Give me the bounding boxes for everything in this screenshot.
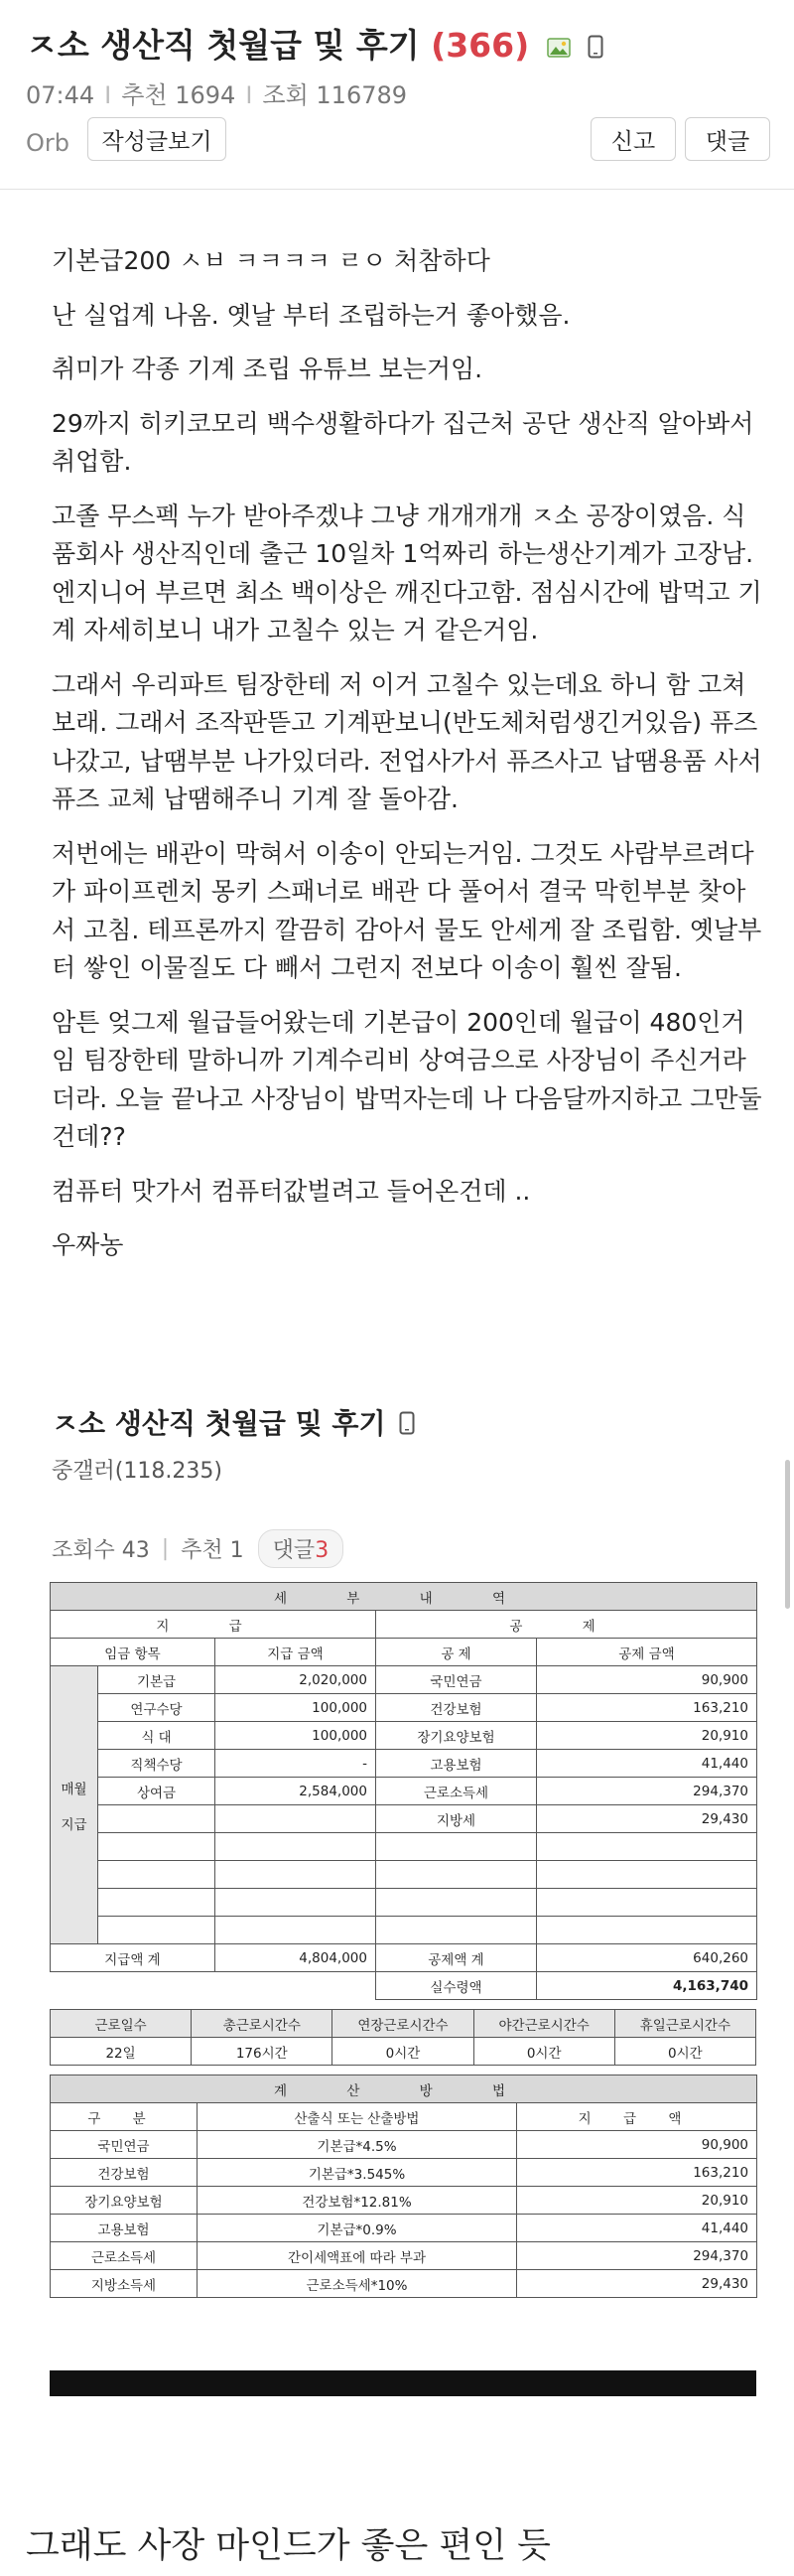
- deduct-item: 국민연금: [376, 1666, 537, 1694]
- pay-amount: 2,584,000: [215, 1778, 376, 1805]
- calc-amount: 163,210: [517, 2159, 757, 2187]
- body-paragraph: 난 실업계 나옴. 옛날 부터 조립하는거 좋아했음.: [52, 300, 571, 330]
- embedded-post-author: 중갤러(118.235): [52, 1459, 222, 1484]
- post-header: [0, 0, 794, 190]
- pay-amount: 100,000: [215, 1722, 376, 1750]
- deduct-amount: 294,370: [537, 1778, 757, 1805]
- pay-item: 식 대: [98, 1722, 215, 1750]
- calc-amount: 29,430: [517, 2270, 757, 2298]
- comment-count-number: 3: [315, 1538, 330, 1563]
- empty-cell: [537, 1861, 757, 1889]
- pay-item: [98, 1805, 215, 1833]
- pay-header: 지 급: [51, 1611, 376, 1639]
- group-label: [51, 1666, 98, 1944]
- image-icon: [547, 28, 571, 67]
- empty-cell: [98, 1833, 215, 1861]
- payslip-detail-table: [50, 1582, 757, 2000]
- body-paragraph: 컴퓨터 맛가서 컴퓨터값벌려고 들어온건데 ..: [52, 1176, 531, 1206]
- comment-button[interactable]: 댓글: [685, 117, 770, 161]
- work-header: 근로일수: [51, 2010, 192, 2038]
- calc-amount: 90,900: [517, 2131, 757, 2159]
- embedded-post-title-text: ㅈ소 생산직 첫월급 및 후기: [52, 1407, 386, 1440]
- pay-amount: [215, 1805, 376, 1833]
- work-hours-table: [50, 2009, 756, 2066]
- empty-cell: [98, 1861, 215, 1889]
- empty-cell: [98, 1917, 215, 1944]
- body-paragraph: 기본급200 ㅅㅂ ㅋㅋㅋㅋ ㄹㅇ 처참하다: [52, 246, 490, 275]
- embedded-post-stats: 조회수 43 | 추천 1 댓글3: [52, 1529, 343, 1568]
- embedded-post-title: [52, 1402, 415, 1442]
- post-title: [26, 20, 603, 67]
- embedded-comment-badge[interactable]: [258, 1529, 344, 1568]
- body-paragraph: 저번에는 배관이 막혀서 이송이 안되는거임. 그것도 사람부르려다가 파이프렌치 몽키 스패너로 배관 다 풀어서 결국 막힌부분 찾아서 고침. 테프론까지 깔끔히 감아서 물도 안세게 잘 조립함. 옛날부터 쌓인 이물질도 다 빼서 그런지 전보다 이송이 훨씬 잘됨.: [52, 838, 762, 982]
- pay-item: 기본급: [98, 1666, 215, 1694]
- footer-comment: 그래도 사장 마인드가 좋은 편인 듯: [26, 2526, 551, 2566]
- calculation-table: [50, 2075, 757, 2298]
- body-paragraph: 암튼 엊그제 월급들어왔는데 기본급이 200인데 월급이 480인거임 팀장한테 말하니까 기계수리비 상여금으로 사장님이 주신거라더라. 오늘 끝나고 사장님이 밥먹자는데 나 다음달까지하고 그만둘건데??: [52, 1007, 762, 1151]
- pay-item: 연구수당: [98, 1694, 215, 1722]
- empty-cell: [215, 1833, 376, 1861]
- calc-amount: 294,370: [517, 2242, 757, 2270]
- calc-amount: 41,440: [517, 2215, 757, 2242]
- work-value: 176시간: [192, 2038, 332, 2066]
- calc-header: 지 급 액: [517, 2103, 757, 2131]
- calc-formula: 기본급*3.545%: [198, 2159, 517, 2187]
- calc-formula: 건강보험*12.81%: [198, 2187, 517, 2215]
- calc-formula: 기본급*0.9%: [198, 2215, 517, 2242]
- report-button[interactable]: 신고: [591, 117, 676, 161]
- work-header: 야간근로시간수: [473, 2010, 614, 2038]
- empty-cell: [537, 1917, 757, 1944]
- empty-cell: [376, 1833, 537, 1861]
- col-header: 공 제: [376, 1639, 537, 1666]
- empty-cell: [215, 1917, 376, 1944]
- embedded-view-count: 조회수 43: [52, 1538, 150, 1563]
- deduct-item: 고용보험: [376, 1750, 537, 1778]
- empty-cell: [215, 1889, 376, 1917]
- deduct-header: 공 제: [376, 1611, 757, 1639]
- redaction-bar: [50, 2370, 756, 2396]
- work-header: 총근로시간수: [192, 2010, 332, 2038]
- post-time: 07:44: [26, 81, 95, 109]
- deduct-amount: 90,900: [537, 1666, 757, 1694]
- empty-cell: [98, 1889, 215, 1917]
- deduct-amount: 41,440: [537, 1750, 757, 1778]
- deduct-item: 장기요양보험: [376, 1722, 537, 1750]
- calc-amount: 20,910: [517, 2187, 757, 2215]
- body-paragraph: 29까지 히키코모리 백수생활하다가 집근처 공단 생산직 알아봐서 취업함.: [52, 408, 754, 476]
- deduct-item: 근로소득세: [376, 1778, 537, 1805]
- empty-cell: [537, 1889, 757, 1917]
- empty-cell: [376, 1917, 537, 1944]
- view-count: 조회 116789: [262, 81, 408, 109]
- scrollbar[interactable]: [785, 1460, 790, 1609]
- calc-name: 근로소득세: [51, 2242, 198, 2270]
- calc-formula: 간이세액표에 따라 부과: [198, 2242, 517, 2270]
- recommend-count: 추천 1694: [121, 81, 236, 109]
- pay-amount: -: [215, 1750, 376, 1778]
- calc-name: 건강보험: [51, 2159, 198, 2187]
- post-body: [52, 242, 766, 1281]
- group-label-line: 매월: [61, 1781, 87, 1797]
- deduct-amount: 20,910: [537, 1722, 757, 1750]
- col-header: 지급 금액: [215, 1639, 376, 1666]
- calc-name: 국민연금: [51, 2131, 198, 2159]
- total-deduct-label: 공제액 계: [376, 1944, 537, 1972]
- view-author-posts-button[interactable]: 작성글보기: [87, 117, 226, 161]
- mobile-icon: [399, 1409, 415, 1442]
- empty-cell: [376, 1889, 537, 1917]
- calc-name: 고용보험: [51, 2215, 198, 2242]
- deduct-amount: 29,430: [537, 1805, 757, 1833]
- payslip-image: [50, 1582, 756, 2362]
- author-name[interactable]: Orb: [26, 129, 69, 157]
- post-title-text: ㅈ소 생산직 첫월급 및 후기: [26, 26, 420, 65]
- empty-cell: [376, 1861, 537, 1889]
- total-pay-label: 지급액 계: [51, 1944, 215, 1972]
- work-value: 22일: [51, 2038, 192, 2066]
- col-header: 임금 항목: [51, 1639, 215, 1666]
- comment-label: 댓글: [272, 1538, 316, 1563]
- pay-amount: 100,000: [215, 1694, 376, 1722]
- calc-header: 구 분: [51, 2103, 198, 2131]
- deduct-item: 지방세: [376, 1805, 537, 1833]
- body-paragraph: 취미가 각종 기계 조립 유튜브 보는거임.: [52, 355, 483, 383]
- empty-cell: [51, 1972, 376, 2000]
- body-paragraph: 우짜농: [52, 1230, 124, 1259]
- calc-header: 산출식 또는 산출방법: [198, 2103, 517, 2131]
- deduct-item: 건강보험: [376, 1694, 537, 1722]
- empty-cell: [215, 1861, 376, 1889]
- col-header: 공제 금액: [537, 1639, 757, 1666]
- net-pay: 4,163,740: [537, 1972, 757, 2000]
- group-label-line: 지급: [61, 1816, 87, 1833]
- calc-formula: 기본급*4.5%: [198, 2131, 517, 2159]
- calc-name: 장기요양보험: [51, 2187, 198, 2215]
- pay-amount: 2,020,000: [215, 1666, 376, 1694]
- calc-name: 지방소득세: [51, 2270, 198, 2298]
- calc-formula: 근로소득세*10%: [198, 2270, 517, 2298]
- work-value: 0시간: [614, 2038, 755, 2066]
- post-meta: 07:44 I 추천 1694 I 조회 116789: [26, 81, 408, 109]
- comment-count[interactable]: (366): [431, 26, 530, 65]
- pay-item: 상여금: [98, 1778, 215, 1805]
- mobile-icon: [588, 28, 603, 67]
- total-pay: 4,804,000: [215, 1944, 376, 1972]
- deduct-amount: 163,210: [537, 1694, 757, 1722]
- work-header: 휴일근로시간수: [614, 2010, 755, 2038]
- total-deduct: 640,260: [537, 1944, 757, 1972]
- body-paragraph: 그래서 우리파트 팀장한테 저 이거 고칠수 있는데요 하니 함 고쳐보래. 그래서 조작판뜯고 기계판보니(반도체처럼생긴거있음) 퓨즈나갔고, 납땜부분 나가있더라. 전업사가서 퓨즈사고 납땜용품 사서 퓨즈 교체 납땜해주니 기계 잘 돌아감.: [52, 669, 762, 813]
- body-paragraph: 고졸 무스펙 누가 받아주겠냐 그냥 개개개개 ㅈ소 공장이였음. 식품회사 생산직인데 출근 10일차 1억짜리 하는생산기계가 고장남. 엔지니어 부르면 최소 백이상은 깨진다고함. 점심시간에 밥먹고 기계 자세히보니 내가 고칠수 있는 거 같은거임.: [52, 501, 762, 644]
- embedded-recommend-count: 추천 1: [181, 1538, 244, 1563]
- section-title: 세 부 내 역: [51, 1583, 757, 1611]
- work-value: 0시간: [332, 2038, 473, 2066]
- pay-item: 직책수당: [98, 1750, 215, 1778]
- calc-title: 계 산 방 법: [51, 2075, 757, 2103]
- work-value: 0시간: [473, 2038, 614, 2066]
- net-pay-label: 실수령액: [376, 1972, 537, 2000]
- empty-cell: [537, 1833, 757, 1861]
- work-header: 연장근로시간수: [332, 2010, 473, 2038]
